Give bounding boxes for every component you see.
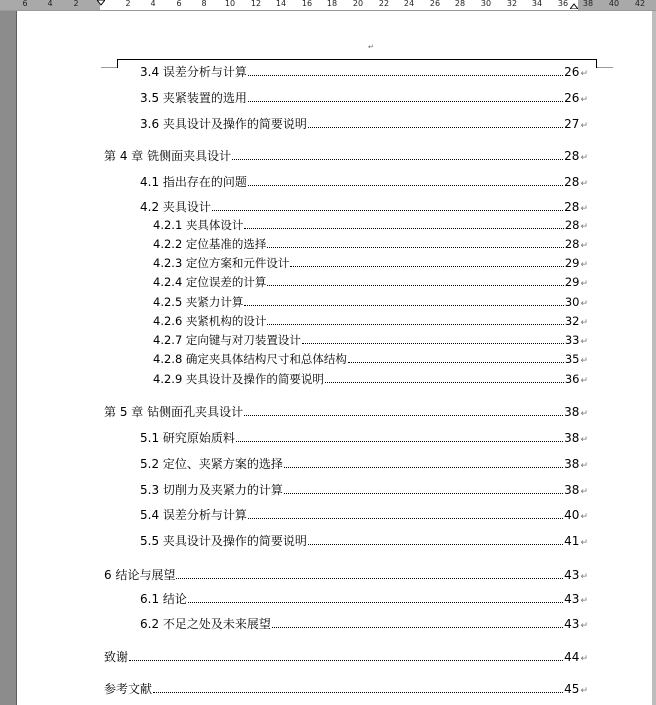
toc-entry[interactable] (104, 680, 588, 697)
toc-page-number: 43 (564, 568, 580, 582)
ruler-tick-label: 24 (403, 0, 415, 8)
ruler-tick-label: 42 (634, 0, 646, 8)
toc-entry[interactable] (153, 351, 588, 367)
toc-dot-leader (248, 518, 563, 519)
toc-entry-title: 5.3 切削力及夹紧力的计算 (140, 483, 283, 497)
toc-entry-title: 4.2.5 夹紧力计算 (153, 295, 244, 309)
toc-entry[interactable] (140, 115, 588, 132)
toc-entry[interactable] (140, 532, 588, 549)
paragraph-mark: ↵ (580, 572, 588, 582)
toc-entry[interactable] (140, 89, 588, 106)
paragraph-mark: ↵ (580, 279, 588, 289)
toc-dot-leader (153, 692, 563, 693)
toc-entry-title: 6.1 结论 (140, 592, 187, 606)
paragraph-mark: ↵ (580, 461, 588, 471)
toc-entry[interactable] (104, 566, 588, 583)
ruler-tick-label: 2 (125, 0, 131, 8)
document-page[interactable] (17, 11, 652, 705)
toc-entry[interactable] (140, 481, 588, 498)
paragraph-mark: ↵ (580, 95, 588, 105)
toc-page-number: 28 (564, 175, 580, 189)
toc-page-number: 29 (564, 275, 580, 289)
paragraph-mark: ↵ (580, 299, 588, 309)
vertical-ruler (0, 11, 17, 705)
toc-dot-leader (248, 75, 563, 76)
toc-dot-leader (244, 228, 563, 229)
toc-page-number: 41 (564, 534, 580, 548)
toc-page-number: 28 (564, 218, 580, 232)
paragraph-mark: ↵ (580, 538, 588, 548)
ruler-tick-label: 40 (608, 0, 620, 8)
toc-entry-title: 3.6 夹具设计及操作的简要说明 (140, 117, 307, 131)
toc-dot-leader (248, 185, 563, 186)
toc-entry[interactable] (140, 506, 588, 523)
ruler-tick-label: 38 (582, 0, 594, 8)
page-edge (652, 11, 656, 705)
ruler-tick-label: 6 (22, 0, 28, 8)
ruler-tick-label: 10 (224, 0, 236, 8)
toc-dot-leader (244, 305, 563, 306)
paragraph-mark: ↵ (580, 337, 588, 347)
toc-dot-leader (212, 210, 563, 211)
toc-entry-title: 4.2.6 夹紧机构的设计 (153, 314, 267, 328)
toc-entry[interactable] (104, 147, 588, 164)
toc-entry-title: 6 结论与展望 (104, 568, 176, 582)
toc-page-number: 38 (564, 405, 580, 419)
toc-dot-leader (308, 544, 563, 545)
toc-page-number: 44 (564, 650, 580, 664)
toc-page-number: 32 (564, 314, 580, 328)
toc-dot-leader (348, 362, 564, 363)
ruler-tick-label: 28 (454, 0, 466, 8)
toc-entry[interactable] (153, 371, 588, 387)
toc-dot-leader (244, 415, 563, 416)
paragraph-mark: ↵ (580, 686, 588, 696)
ruler-tick-label: 16 (301, 0, 313, 8)
ruler-tick-label: 20 (352, 0, 364, 8)
toc-dot-leader (129, 660, 563, 661)
toc-page-number: 28 (564, 200, 580, 214)
ruler-tick-label: 26 (429, 0, 441, 8)
toc-dot-leader (290, 266, 563, 267)
header-margin-guide (101, 67, 117, 68)
paragraph-mark: ↵ (580, 376, 588, 386)
toc-dot-leader (325, 382, 564, 383)
toc-entry-title: 致谢 (104, 650, 129, 664)
ruler-tick-label: 22 (378, 0, 390, 8)
toc-dot-leader (248, 101, 563, 102)
toc-entry[interactable] (153, 217, 588, 233)
paragraph-mark: ↵ (580, 222, 588, 232)
toc-dot-leader (284, 467, 563, 468)
toc-entry-title: 3.4 误差分析与计算 (140, 65, 247, 79)
toc-entry-title: 5.4 误差分析与计算 (140, 508, 247, 522)
toc-entry-title: 4.2.2 定位基准的选择 (153, 237, 267, 251)
right-indent-marker[interactable] (570, 0, 578, 9)
ruler-tick-label: 6 (176, 0, 182, 8)
ruler-tick-label: 4 (47, 0, 53, 8)
toc-entry-title: 3.5 夹紧装置的选用 (140, 91, 247, 105)
toc-entry-title: 5.5 夹具设计及操作的简要说明 (140, 534, 307, 548)
toc-page-number: 30 (564, 295, 580, 309)
toc-entry[interactable] (153, 274, 588, 290)
paragraph-mark: ↵ (580, 260, 588, 270)
first-line-indent-marker[interactable] (97, 0, 105, 9)
toc-page-number: 35 (564, 352, 580, 366)
toc-entry-title: 5.1 研究原始质料 (140, 431, 235, 445)
toc-page-number: 28 (564, 237, 580, 251)
toc-dot-leader (272, 627, 563, 628)
toc-entry-title: 4.2 夹具设计 (140, 200, 211, 214)
toc-dot-leader (267, 247, 563, 248)
toc-dot-leader (267, 324, 563, 325)
toc-dot-leader (176, 578, 563, 579)
toc-entry[interactable] (153, 313, 588, 329)
toc-dot-leader (267, 285, 563, 286)
toc-page-number: 26 (564, 91, 580, 105)
toc-entry[interactable] (140, 173, 588, 190)
toc-entry[interactable] (153, 255, 588, 271)
ruler-tick-label: 36 (557, 0, 569, 8)
toc-entry-title: 4.1 指出存在的问题 (140, 175, 247, 189)
paragraph-mark: ↵ (580, 435, 588, 445)
toc-entry[interactable] (104, 403, 588, 420)
ruler-tick-label: 34 (531, 0, 543, 8)
toc-entry-title: 4.2.4 定位误差的计算 (153, 275, 267, 289)
paragraph-mark: ↵ (580, 318, 588, 328)
toc-entry-title: 4.2.8 确定夹具体结构尺寸和总体结构 (153, 352, 347, 366)
toc-dot-leader (308, 127, 563, 128)
toc-entry[interactable] (153, 294, 588, 310)
ruler-tick-label: 18 (326, 0, 338, 8)
toc-page-number: 29 (564, 256, 580, 270)
toc-dot-leader (284, 493, 563, 494)
paragraph-mark: ↵ (580, 487, 588, 497)
toc-page-number: 45 (564, 682, 580, 696)
paragraph-mark: ↵ (580, 621, 588, 631)
ruler-tick-label: 4 (150, 0, 156, 8)
ruler-tick-label: 8 (201, 0, 207, 8)
paragraph-mark: ↵ (580, 153, 588, 163)
paragraph-mark: ↵ (580, 654, 588, 664)
toc-entry[interactable] (140, 590, 588, 607)
paragraph-mark: ↵ (580, 121, 588, 131)
ruler-tick-label: 30 (480, 0, 492, 8)
ruler-tick-label: 14 (275, 0, 287, 8)
toc-page-number: 38 (564, 457, 580, 471)
toc-page-number: 26 (564, 65, 580, 79)
toc-page-number: 36 (564, 372, 580, 386)
paragraph-mark: ↵ (580, 69, 588, 79)
paragraph-mark: ↵ (580, 512, 588, 522)
toc-dot-leader (188, 602, 563, 603)
ruler-tick-label: 12 (250, 0, 262, 8)
toc-dot-leader (236, 441, 563, 442)
toc-entry-title: 6.2 不足之处及未来展望 (140, 617, 271, 631)
header-margin-guide (597, 67, 613, 68)
toc-entry[interactable] (153, 236, 588, 252)
toc-page-number: 38 (564, 431, 580, 445)
toc-page-number: 33 (564, 333, 580, 347)
toc-entry-title: 第 5 章 钻侧面孔夹具设计 (104, 405, 244, 419)
paragraph-mark: ↵ (580, 356, 588, 366)
paragraph-mark: ↵ (580, 241, 588, 251)
toc-page-number: 38 (564, 483, 580, 497)
toc-dot-leader (302, 343, 564, 344)
toc-entry-title: 参考文献 (104, 682, 153, 696)
header-paragraph-mark: ↵ (368, 43, 374, 51)
paragraph-mark: ↵ (580, 596, 588, 606)
toc-entry[interactable] (153, 332, 588, 348)
paragraph-mark: ↵ (580, 204, 588, 214)
toc-page-number: 43 (564, 592, 580, 606)
toc-entry[interactable] (104, 648, 588, 665)
toc-entry-title: 5.2 定位、夹紧方案的选择 (140, 457, 283, 471)
horizontal-ruler[interactable] (0, 0, 656, 11)
toc-entry[interactable] (140, 198, 588, 215)
toc-entry[interactable] (140, 455, 588, 472)
toc-page-number: 40 (564, 508, 580, 522)
toc-entry-title: 4.2.7 定向键与对刀装置设计 (153, 333, 301, 347)
toc-entry-title: 4.2.9 夹具设计及操作的简要说明 (153, 372, 324, 386)
toc-entry-title: 4.2.1 夹具体设计 (153, 218, 244, 232)
toc-dot-leader (232, 159, 563, 160)
toc-page-number: 43 (564, 617, 580, 631)
toc-entry-title: 4.2.3 定位方案和元件设计 (153, 256, 290, 270)
toc-entry[interactable] (140, 429, 588, 446)
ruler-tick-label: 32 (506, 0, 518, 8)
ruler-tick-label: 2 (73, 0, 79, 8)
paragraph-mark: ↵ (580, 409, 588, 419)
paragraph-mark: ↵ (580, 179, 588, 189)
toc-entry[interactable] (140, 63, 588, 80)
toc-entry[interactable] (140, 615, 588, 632)
toc-page-number: 28 (564, 149, 580, 163)
toc-entry-title: 第 4 章 铣侧面夹具设计 (104, 149, 232, 163)
toc-page-number: 27 (564, 117, 580, 131)
